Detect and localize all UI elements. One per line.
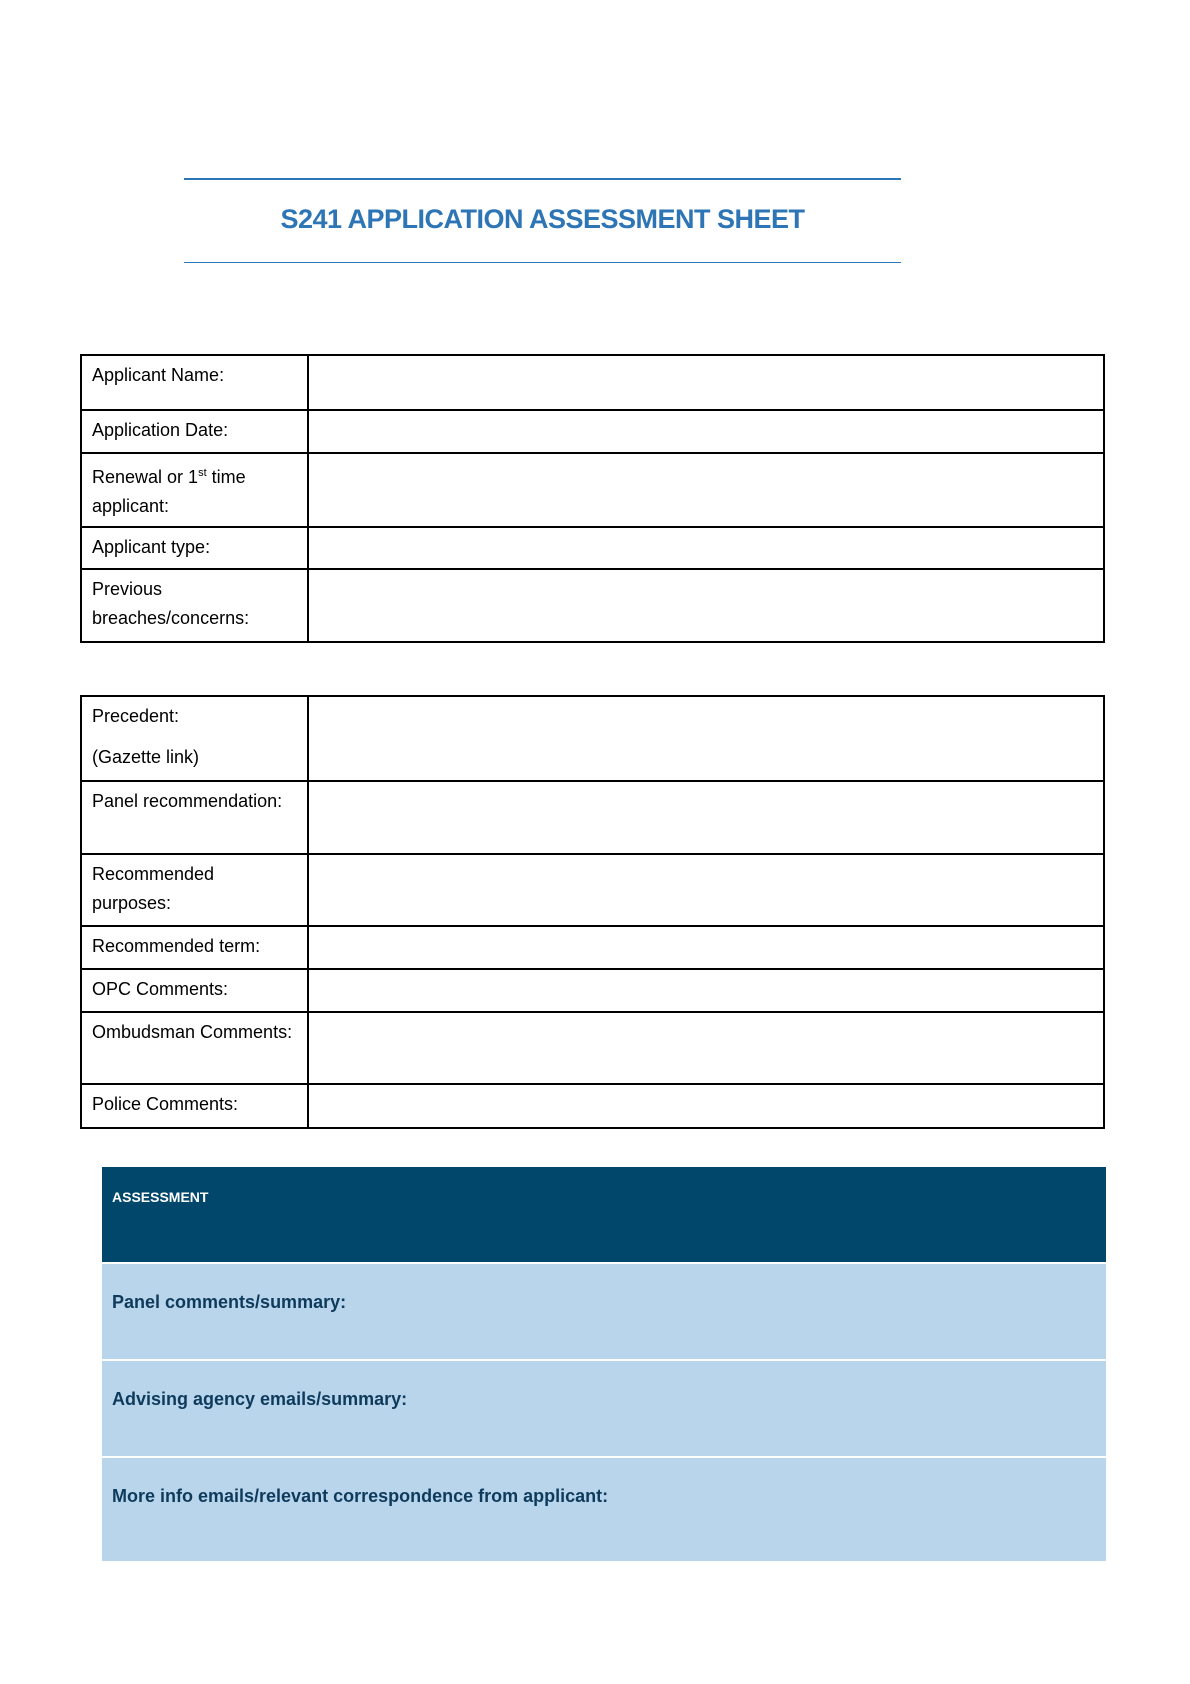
opc-comments-label: OPC Comments:: [81, 969, 308, 1012]
opc-comments-field[interactable]: [308, 969, 1104, 1012]
table-row: [81, 696, 1104, 781]
ombudsman-comments-label: Ombudsman Comments:: [81, 1012, 308, 1084]
applicant-name-label: Applicant Name:: [81, 355, 308, 410]
application-date-field[interactable]: [308, 410, 1104, 453]
table-row: [81, 854, 1104, 926]
precedent-label-text: Precedent:: [92, 706, 180, 726]
table-row: [81, 569, 1104, 642]
advising-agency-section[interactable]: Advising agency emails/summary:: [102, 1361, 1106, 1456]
application-date-label: Application Date:: [81, 410, 308, 453]
assessment-section: [102, 1167, 1106, 1561]
police-comments-label: Police Comments:: [81, 1084, 308, 1128]
precedent-field[interactable]: [308, 696, 1104, 781]
recommended-term-label: Recommended term:: [81, 926, 308, 969]
more-info-section[interactable]: More info emails/relevant correspondence from applicant:: [102, 1458, 1106, 1561]
recommended-term-field[interactable]: [308, 926, 1104, 969]
table-row: [81, 969, 1104, 1012]
table-row: [81, 1084, 1104, 1128]
renewal-label-text: Renewal or 1: [92, 467, 199, 487]
previous-breaches-label: Previous breaches/concerns:: [81, 569, 308, 642]
applicant-type-label: Applicant type:: [81, 527, 308, 569]
applicant-name-field[interactable]: [308, 355, 1104, 410]
table-row: [81, 527, 1104, 569]
recommended-purposes-field[interactable]: [308, 854, 1104, 926]
recommended-purposes-label: Recommended purposes:: [81, 854, 308, 926]
previous-breaches-field[interactable]: [308, 569, 1104, 642]
title-bottom-rule: [184, 262, 901, 263]
applicant-type-field[interactable]: [308, 527, 1104, 569]
table-row: [81, 1012, 1104, 1084]
assessment-header: ASSESSMENT: [102, 1167, 1106, 1262]
title-top-rule: [184, 178, 901, 180]
panel-comments-section[interactable]: Panel comments/summary:: [102, 1264, 1106, 1359]
table-row: [81, 410, 1104, 453]
table-row: [81, 781, 1104, 854]
recommendation-table: [80, 695, 1105, 1129]
renewal-label: [81, 453, 308, 527]
table-row: [81, 453, 1104, 527]
renewal-label-sup: st: [198, 467, 207, 479]
gazette-link[interactable]: (Gazette link): [92, 747, 200, 767]
applicant-table: [80, 354, 1105, 643]
page-title: S241 APPLICATION ASSESSMENT SHEET: [280, 204, 805, 234]
table-row: [81, 926, 1104, 969]
renewal-label-text-2: time applicant:: [92, 467, 246, 516]
renewal-field[interactable]: [308, 453, 1104, 527]
precedent-label: [81, 696, 308, 781]
panel-recommendation-label: Panel recommendation:: [81, 781, 308, 854]
ombudsman-comments-field[interactable]: [308, 1012, 1104, 1084]
panel-recommendation-field[interactable]: [308, 781, 1104, 854]
police-comments-field[interactable]: [308, 1084, 1104, 1128]
table-row: [81, 355, 1104, 410]
